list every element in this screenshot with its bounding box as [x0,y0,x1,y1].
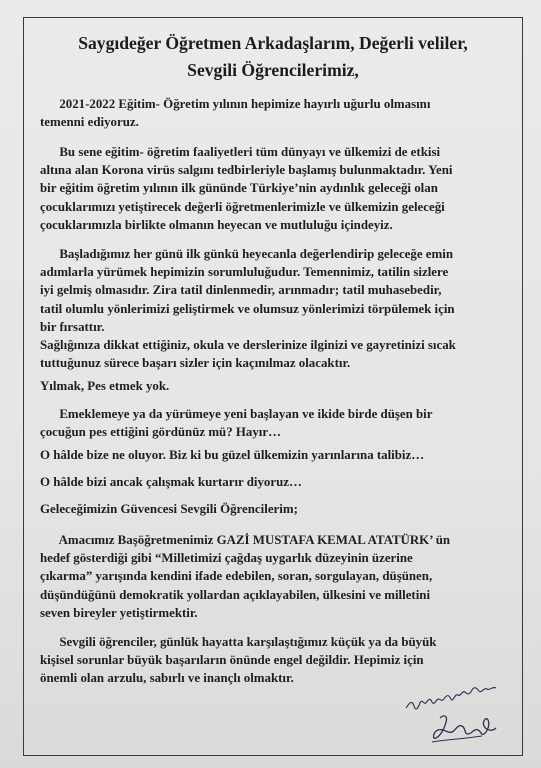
text-line: tuttuğunuz sürece başarı sizler için kaçınılmaz olacaktır. [40,356,351,371]
text-line: adımlarla yürümek hepimizin sorumluluğudur. Temennimiz, tatilin sizlere [40,265,449,280]
paragraph-what-about-us [40,446,512,464]
text-line: Emeklemeye ya da yürümeye yeni başlayan ve ikide birde düşen bir [40,407,433,421]
paragraph-address-students [40,500,512,518]
text-line: Geleceğimizin Güvencesi Sevgili Öğrencilerim; [40,502,298,516]
text-line: önemli olan arzulu, sabırlı ve inançlı olmaktır. [40,671,294,686]
text-line: altına alan Korona virüs salgını tedbirleriyle başlamış bulunmaktadır. Yeni [40,163,453,178]
paragraph-work [40,473,512,491]
text-line: bir eğitim öğretim yılının ilk gününde Türkiye’nin aydınlık geleceği olan [40,181,438,196]
paragraph-closing [40,633,512,688]
paragraph-toddler [40,405,512,441]
text-line: çocuklarımızla birlikte olmanın heyecan ve mutluluğu içindeyiz. [40,217,393,232]
paragraph-ataturk [40,531,512,622]
text-line: bir fırsattır. [40,319,105,334]
text-line: düşündüğünü demokratik yollardan açıklayabilen, ülkesini ve milletini [40,587,431,602]
text-line: Başladığımız her günü ilk günkü heyecanla değerlendirip geleceğe emin [40,247,453,261]
text-line: seven bireyler yetiştirmektir. [40,605,198,620]
text-line: Amacımız Başöğretmenimiz GAZİ MUSTAFA KEMAL ATATÜRK’ ün [40,533,451,547]
text-line: hedef gösterdiği gibi “Milletimizi çağdaş uygarlık düzeyinin üzerine [40,551,413,566]
paragraph-new-start [40,245,512,372]
text-line: Bu sene eğitim- öğretim faaliyetleri tüm dünyayı ve ülkemizi de etkisi [40,145,441,159]
text-line: iyi gelmiş olmasıdır. Zira tatil dinlenmedir, arınmadır; tatil muhasebedir, [40,283,442,298]
text-line: temenni ediyoruz. [40,115,139,130]
paragraph-greeting [40,95,512,131]
text-line: çıkarma” yarışında kendini ifade edebilen, soran, sorgulayan, düşünen, [40,569,433,584]
heading-line-2: Sevgili Öğrencilerimiz, [187,60,359,80]
handwritten-signature-icon [402,682,532,752]
heading-line-1: Saygıdeğer Öğretmen Arkadaşlarım, Değerli veliler, [78,33,468,53]
text-line: tatil olumlu yönlerimizi geliştirmek ve olumsuz yönlerimizi törpülemek için [40,301,455,316]
text-line: O hâlde bize ne oluyor. Biz ki bu güzel ülkemizin yarınlarına talibiz… [40,448,425,462]
text-line: Sevgili öğrenciler, günlük hayatta karşılaştığımız küçük ya da büyük [40,635,437,649]
text-line: çocuklarımızı yetiştirecek değerli öğretmenlerimizle ve ülkemizin geleceği [40,199,445,214]
text-line: çocuğun pes ettiğini gördünüz mü? Hayır… [40,425,282,440]
text-line: 2021-2022 Eğitim- Öğretim yılının hepimize hayırlı uğurlu olmasını [40,97,431,111]
text-line: Sağlığınıza dikkat ettiğiniz, okula ve derslerinize ilginizi ve gayretinizi sıcak [40,338,456,353]
paragraph-pandemic [40,143,512,234]
text-line: Yılmak, Pes etmek yok. [40,379,170,393]
text-line: kişisel sorunlar büyük başarıların önünde engel değildir. Hepimiz için [40,653,424,668]
text-line: O hâlde bizi ancak çalışmak kurtarır diyoruz… [40,475,302,489]
letter-heading [28,30,518,84]
paragraph-never-give-up [40,377,512,395]
